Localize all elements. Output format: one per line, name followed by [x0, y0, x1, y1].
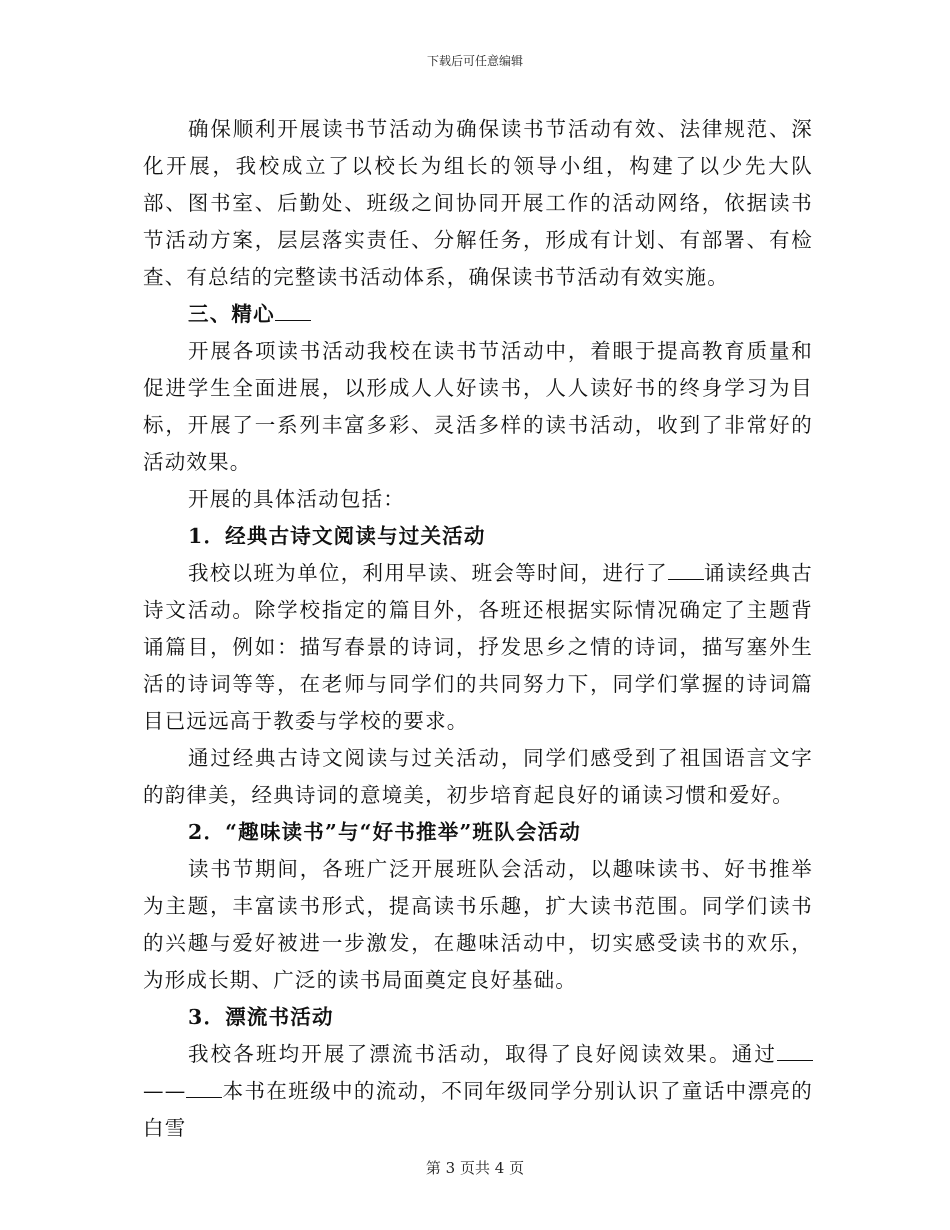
paragraph-poetry-reading: [143, 555, 813, 740]
subheading-class-meetings: 2．“趣味读书”与“好书推举”班队会活动: [188, 820, 581, 844]
section-heading-3: [143, 296, 813, 333]
page-header: 下载后可任意编辑: [426, 54, 523, 68]
fill-blank: [668, 561, 704, 580]
paragraph-class-meetings: 读书节期间，各班广泛开展班队会活动，以趣味读书、好书推举为主题，丰富读书形式，提高读书乐趣，扩大读书范围。同学们读书的兴趣与爱好被进一步激发，在趣味活动中，切实感受读书的欢乐，为形成长期、广泛的读书局面奠定良好基础。: [143, 857, 813, 992]
paragraph-drifting-books-dash: ——: [143, 1079, 187, 1103]
paragraph-activities-intro: 开展各项读书活动我校在读书节活动中，着眼于提高教育质量和促进学生全面进展，以形成人人好读书，人人读好书的终身学习为目标，开展了一系列丰富多彩、灵活多样的读书活动，收到了非常好的活动效果。: [143, 339, 813, 474]
paragraph-activities-list-intro: 开展的具体活动包括：: [188, 487, 405, 511]
fill-blank: [186, 1079, 222, 1098]
paragraph-drifting-books-part-c: 本书在班级中的流动，不同年级同学分别认识了童话中漂亮的白雪: [143, 1079, 813, 1140]
fill-blank: [777, 1042, 813, 1061]
fill-blank: [275, 302, 311, 321]
paragraph-organization: 确保顺利开展读书节活动为确保读书节活动有效、法律规范、深化开展，我校成立了以校长为组长的领导小组，构建了以少先大队部、图书室、后勤处、班级之间协同开展工作的活动网络，依据读书节活动方案，层层落实责任、分解任务，形成有计划、有部署、有检查、有总结的完整读书活动体系，确保读书节活动有效实施。: [143, 117, 813, 289]
paragraph-poetry-reading-part-b: 诵读经典古诗文活动。除学校指定的篇目外，各班还根据实际情况确定了主题背诵篇目，例如：描写春景的诗词，抒发思乡之情的诗词，描写塞外生活的诗词等等，在老师与同学们的共同努力下，同学们掌握的诗词篇目已远远高于教委与学校的要求。: [143, 561, 813, 733]
subheading-drifting-books: 3．漂流书活动: [188, 1005, 334, 1029]
paragraph-poetry-effect: 通过经典古诗文阅读与过关活动，同学们感受到了祖国语言文字的韵律美，经典诗词的意境美，初步培育起良好的诵读习惯和爱好。: [143, 746, 813, 807]
paragraph-drifting-books-part-a: 我校各班均开展了漂流书活动，取得了良好阅读效果。通过: [188, 1042, 777, 1066]
page-footer: 第 3 页共 4 页: [425, 1159, 525, 1177]
paragraph-poetry-reading-part-a: 我校以班为单位，利用早读、班会等时间，进行了: [188, 561, 668, 585]
section-heading-3-text: 三、精心: [188, 302, 275, 326]
document-body: [143, 111, 813, 1147]
paragraph-drifting-books: [143, 1036, 813, 1147]
subheading-classic-poetry: 1．经典古诗文阅读与过关活动: [188, 524, 486, 548]
